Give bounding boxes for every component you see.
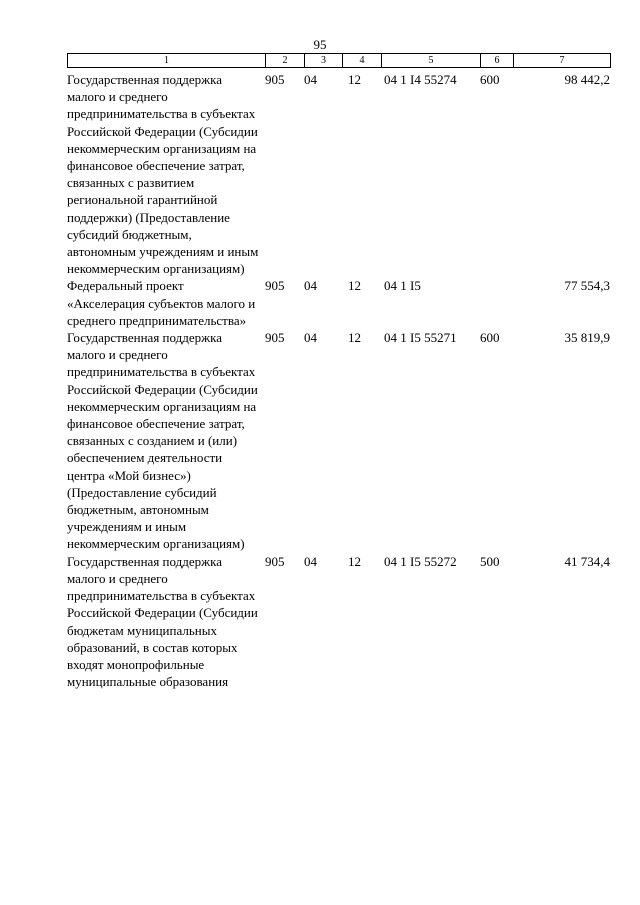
row-description: Федеральный проект «Акселерация субъектов малого и среднего предпринимательства» <box>67 278 256 328</box>
column-header-2: 2 <box>266 54 305 68</box>
row-amount: 77 554,3 <box>564 278 610 294</box>
row-amount: 35 819,9 <box>564 330 610 346</box>
row-ministry-code: 905 <box>265 278 285 294</box>
column-header-3: 3 <box>305 54 343 68</box>
column-header-row <box>68 54 611 68</box>
table-row <box>67 71 610 277</box>
row-ministry-code: 905 <box>265 72 285 87</box>
row-amount: 98 442,2 <box>564 72 610 87</box>
column-header-1: 1 <box>68 54 266 68</box>
row-description: Государственная поддержка малого и среднего предпринимательства в субъектах Российской Федерации (Субсидии бюджетам муниципальных образований, в состав которых входят монопрофильные муниципальные образования <box>67 553 258 690</box>
row-ministry-code: 905 <box>265 330 285 346</box>
row-expense-type: 600 <box>480 72 500 87</box>
budget-table <box>67 71 610 690</box>
row-target-article: 04 1 I4 55274 <box>384 72 457 87</box>
column-header-table <box>67 53 611 68</box>
row-expense-type: 600 <box>480 330 500 346</box>
row-subsection-code: 12 <box>348 72 361 87</box>
row-description: Государственная поддержка малого и среднего предпринимательства в субъектах Российской Федерации (Субсидии некоммерческим организациям на финансовое обеспечение затрат, связанных с созданием и (или) обеспечением деятельности центра «Мой бизнес») (Предоставление субсидий бюджетным, автономным учреждениям и иным некоммерческим организациям) <box>67 330 258 552</box>
row-section-code: 04 <box>304 553 317 569</box>
row-section-code: 04 <box>304 278 317 294</box>
table-row <box>67 329 610 553</box>
table-row <box>67 277 610 329</box>
row-section-code: 04 <box>304 330 317 346</box>
row-target-article: 04 1 I5 55272 <box>384 553 457 569</box>
row-section-code: 04 <box>304 72 317 87</box>
row-amount: 41 734,4 <box>564 553 610 569</box>
page-number: 95 <box>313 37 327 52</box>
column-header-5: 5 <box>382 54 481 68</box>
row-subsection-code: 12 <box>348 330 361 346</box>
row-expense-type <box>480 277 513 329</box>
table-row <box>67 553 610 691</box>
column-header-4: 4 <box>343 54 382 68</box>
row-target-article: 04 1 I5 <box>384 278 421 294</box>
row-target-article: 04 1 I5 55271 <box>384 330 457 346</box>
row-subsection-code: 12 <box>348 278 361 294</box>
row-ministry-code: 905 <box>265 553 285 569</box>
row-description: Государственная поддержка малого и среднего предпринимательства в субъектах Российской Федерации (Субсидии некоммерческим организациям на финансовое обеспечение затрат, связанных с развитием региональной гарантийной поддержки) (Предоставление субсидий бюджетным, автономным учреждениям и иным некоммерческим организациям) <box>67 72 259 277</box>
column-header-6: 6 <box>481 54 514 68</box>
row-subsection-code: 12 <box>348 553 361 569</box>
row-expense-type: 500 <box>480 553 500 569</box>
column-header-7: 7 <box>514 54 611 68</box>
